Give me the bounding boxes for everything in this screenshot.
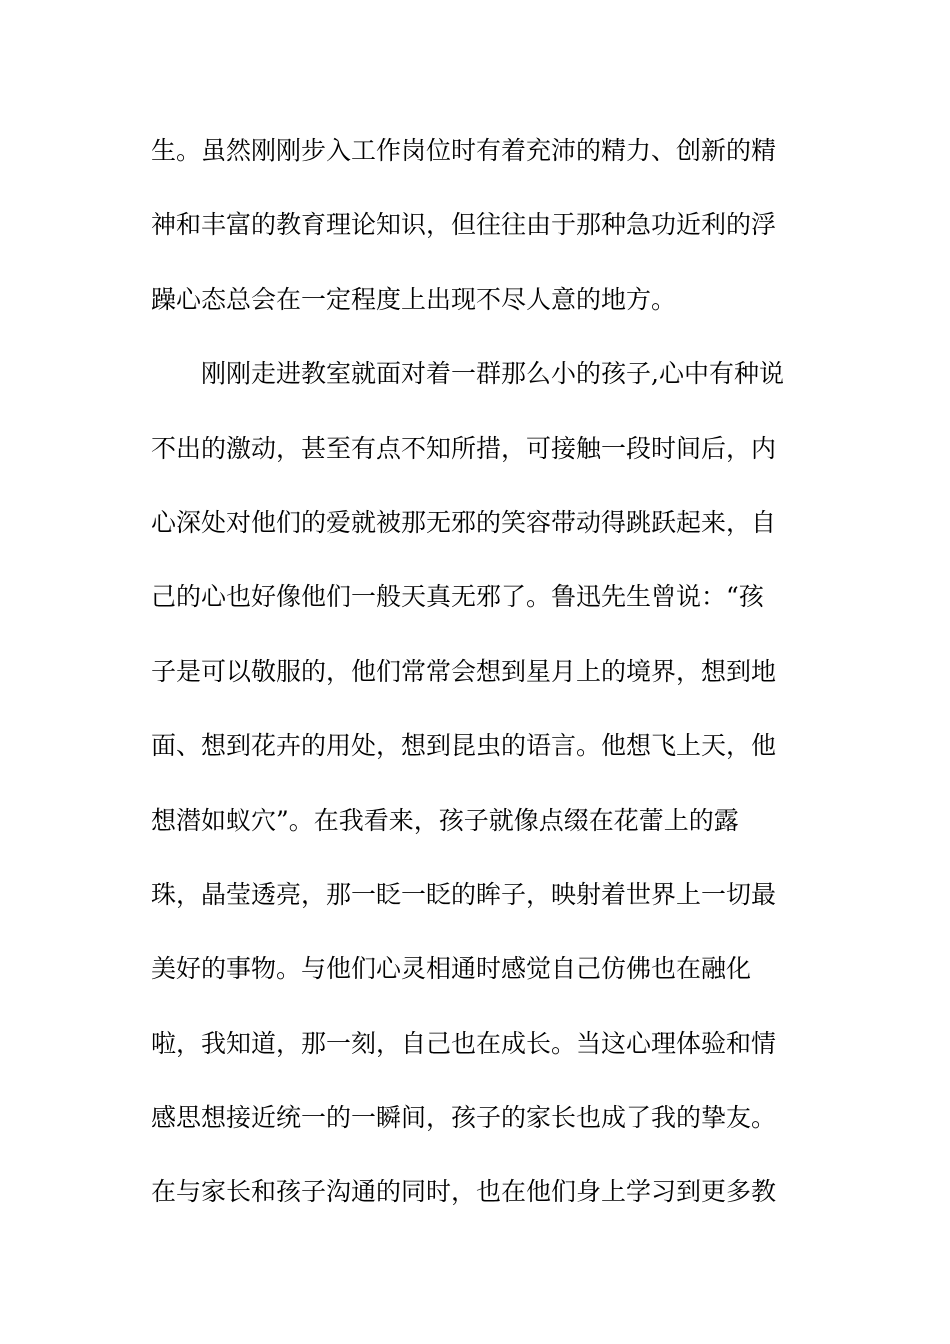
text-line: 生。虽然刚刚步入工作岗位时有着充沛的精力、创新的精 [151,136,777,165]
text-line: 想潜如蚁穴”。在我看来，孩子就像点缀在花蕾上的露 [151,805,739,835]
text-line: 啦，我知道，那一刻，自己也在成长。当这心理体验和情 [151,1028,777,1058]
text-line: 珠，晶莹透亮，那一眨一眨的眸子，映射着世界上一切最 [151,879,777,909]
text-line: 子是可以敬服的，他们常常会想到星月上的境界，想到地 [151,656,777,686]
text-line: 己的心也好像他们一般天真无邪了。鲁迅先生曾说：“孩 [151,582,764,612]
text-line: 躁心态总会在一定程度上出现不尽人意的地方。 [151,284,677,314]
text-line: 不出的激动，甚至有点不知所措，可接触一段时间后，内 [151,433,777,463]
text-line: 美好的事物。与他们心灵相通时感觉自己仿佛也在融化 [151,954,752,984]
paragraph-first-line: 刚刚走进教室就面对着一群那么小的孩子,心中有种说 [201,359,784,389]
body-text [151,128,811,1244]
text-line: 心深处对他们的爱就被那无邪的笑容带动得跳跃起来，自 [151,507,777,537]
text-line: 神和丰富的教育理论知识，但往往由于那种急功近利的浮 [151,210,777,240]
text-line: 在与家长和孩子沟通的同时，也在他们身上学习到更多教 [151,1177,777,1207]
text-line: 面、想到花卉的用处，想到昆虫的语言。他想飞上天，他 [151,731,777,761]
text-line: 感思想接近统一的一瞬间，孩子的家长也成了我的挚友。 [151,1103,777,1133]
